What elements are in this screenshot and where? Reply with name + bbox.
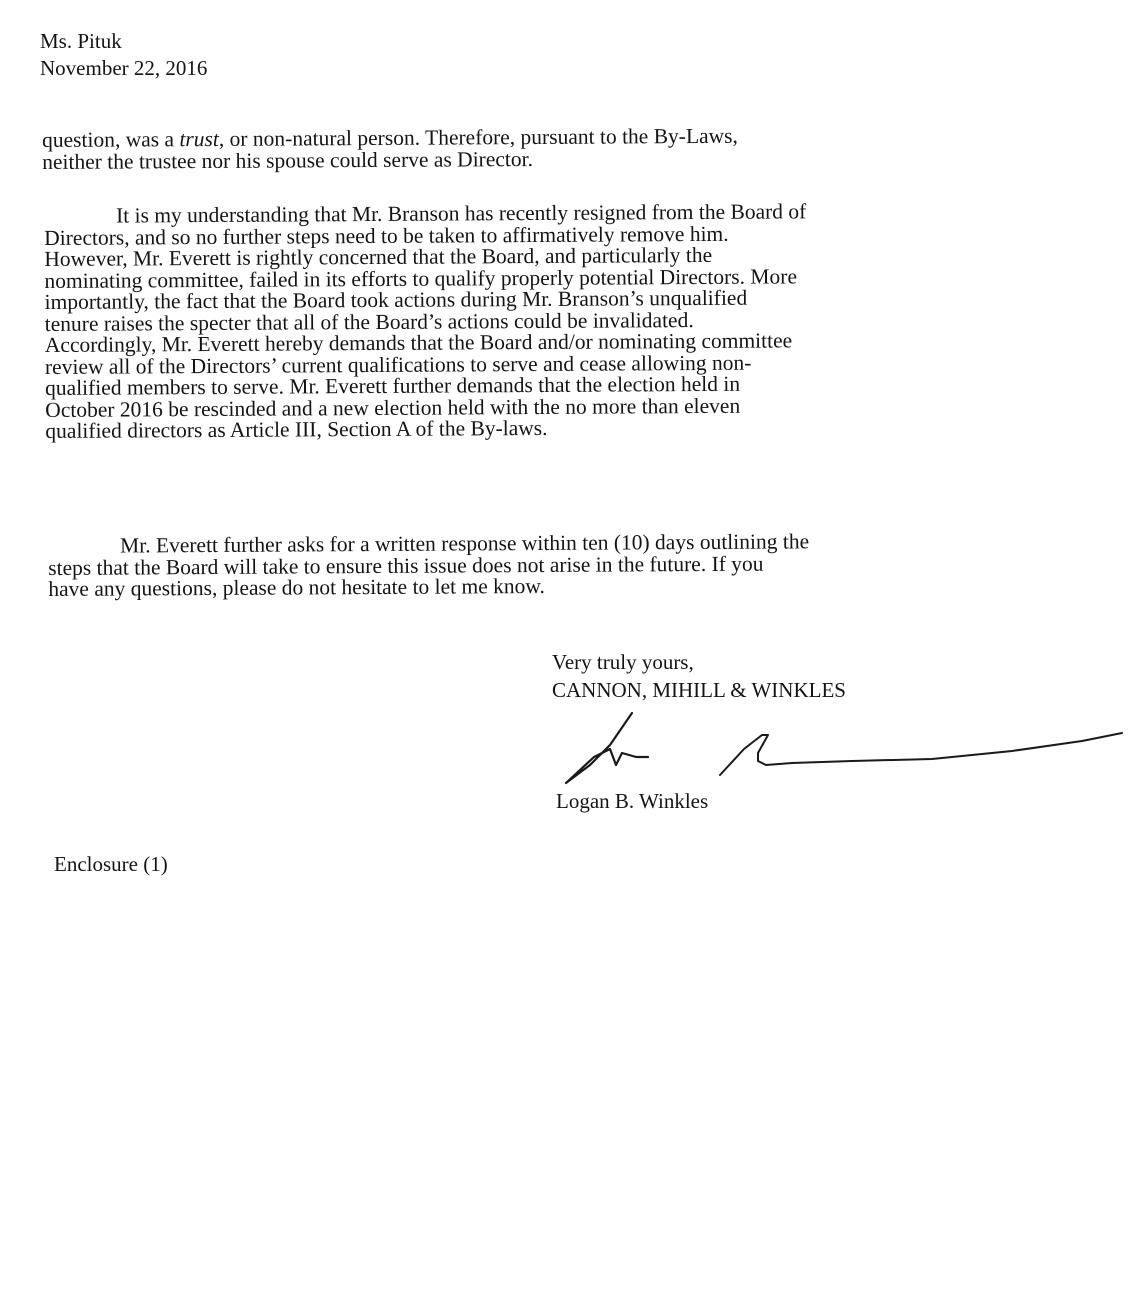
paragraph-2-line-2: Directors, and so no further steps need to be taken to affirmatively remove him. — [44, 221, 729, 250]
paragraph-2-line-8: review all of the Directors’ current qualifications to serve and cease allowing non- — [44, 350, 752, 379]
paragraph-3-line-3: have any questions, please do not hesitate to let me know. — [48, 573, 545, 601]
paragraph-1-line-1: question, was a trust, or non-natural person. Therefore, pursuant to the By-Laws, — [41, 123, 738, 152]
paragraph-3 — [48, 530, 983, 600]
paragraph-2-line-11: qualified directors as Article III, Section A of the By-laws. — [45, 415, 548, 443]
paragraph-2-line-9: qualified members to serve. Mr. Everett further demands that the election held in — [45, 371, 741, 400]
paragraph-2-line-5: importantly, the fact that the Board took actions during Mr. Branson’s unqualified — [44, 285, 748, 314]
enclosure-note: Enclosure (1) — [54, 852, 168, 876]
recipient-name: Ms. Pituk — [40, 29, 122, 53]
paragraph-3-line-1: Mr. Everett further asks for a written response within ten (10) days outlining the — [119, 529, 810, 558]
paragraph-2 — [44, 200, 980, 442]
emphasis-trust: trust — [179, 126, 219, 152]
handwritten-signature-icon — [552, 705, 1132, 795]
paragraph-2-line-6: tenure raises the specter that all of the Board’s actions could be invalidated. — [44, 307, 694, 336]
closing-salutation: Very truly yours, — [552, 650, 694, 674]
letter-date: November 22, 2016 — [40, 56, 208, 80]
paragraph-2-line-7: Accordingly, Mr. Everett hereby demands that the Board and/or nominating committee — [44, 328, 793, 357]
letter-header — [40, 28, 207, 82]
paragraph-2-line-10: October 2016 be rescinded and a new election held with the no more than eleven — [45, 393, 741, 422]
paragraph-2-line-4: nominating committee, failed in its efforts to qualify properly potential Directors. More — [44, 263, 798, 293]
signer-name: Logan B. Winkles — [556, 789, 709, 813]
paragraph-2-line-1: It is my understanding that Mr. Branson has recently resigned from the Board of — [115, 199, 807, 228]
paragraph-1-line-2: neither the trustee nor his spouse could serve as Director. — [42, 146, 534, 174]
paragraph-3-line-2: steps that the Board will take to ensure this issue does not arise in the future. If you — [48, 551, 764, 580]
paragraph-2-line-3: However, Mr. Everett is rightly concerned that the Board, and particularly the — [44, 242, 713, 271]
paragraph-1 — [42, 124, 977, 173]
firm-name: CANNON, MIHILL & WINKLES — [552, 678, 846, 702]
letter-closing — [552, 648, 846, 704]
